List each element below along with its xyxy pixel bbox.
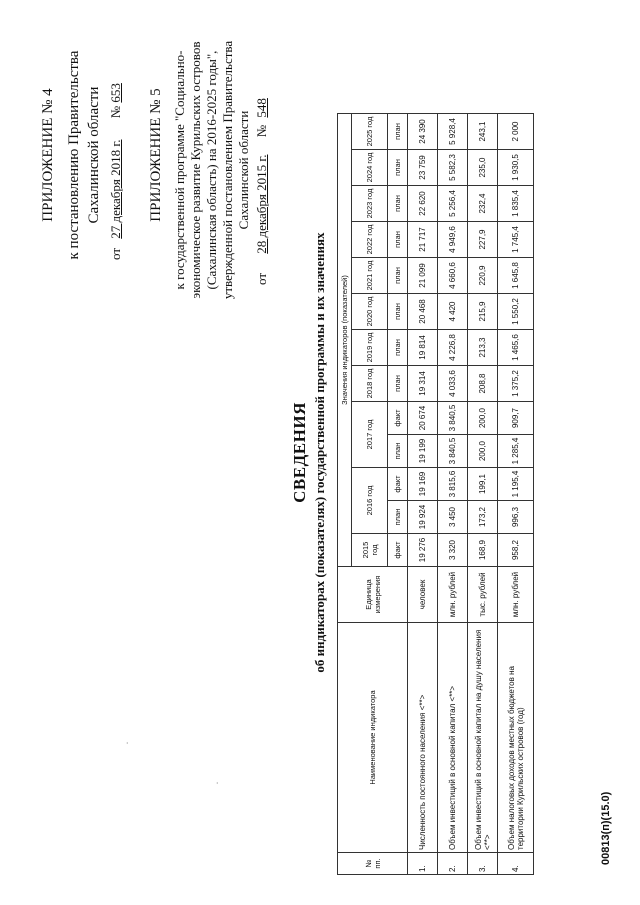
row-name: Численность постоянного населения <**> bbox=[408, 623, 438, 853]
header-2019: 2019 год bbox=[352, 330, 388, 366]
row-value: 208,8 bbox=[468, 366, 498, 402]
document-subtitle: об индикаторах (показателях) государственной программы и их значениях bbox=[312, 232, 327, 673]
subheader-plan: план bbox=[388, 114, 408, 150]
table-row bbox=[498, 114, 534, 875]
appendix5-line1: к государственной программе "Социально- bbox=[172, 50, 187, 290]
row-name: Объем инвестиций в основной капитал <**> bbox=[438, 623, 468, 853]
row-value: 1 465,6 bbox=[498, 330, 534, 366]
row-value: 21 099 bbox=[408, 258, 438, 294]
row-value: 3 840,5 bbox=[438, 402, 468, 435]
row-value: 20 674 bbox=[408, 402, 438, 435]
row-unit: млн. рублей bbox=[438, 567, 468, 623]
row-value: 1 285,4 bbox=[498, 435, 534, 468]
header-values: Значения индикаторов (показателей) bbox=[338, 114, 352, 567]
appendix4-number: 653 bbox=[108, 83, 123, 103]
scan-mark: · bbox=[120, 741, 134, 745]
appendix5-line5: Сахалинской области bbox=[236, 110, 251, 230]
row-value: 22 620 bbox=[408, 186, 438, 222]
row-value: 200,0 bbox=[468, 402, 498, 435]
footer-code: 00813(п)(15.0) bbox=[600, 791, 612, 865]
row-num: 1. bbox=[408, 853, 438, 875]
appendix5-line4: утвержденной постановлением Правительства bbox=[220, 40, 235, 300]
header-2018: 2018 год bbox=[352, 366, 388, 402]
appendix4-date: 27 декабря 2018 г. bbox=[108, 139, 123, 239]
row-value: 1 745,4 bbox=[498, 222, 534, 258]
row-num: 4. bbox=[498, 853, 534, 875]
subheader-plan: план bbox=[388, 150, 408, 186]
row-num: 3. bbox=[468, 853, 498, 875]
appendix4-date-line bbox=[108, 83, 124, 260]
header-2017: 2017 год bbox=[352, 402, 388, 468]
row-value: 4 949,6 bbox=[438, 222, 468, 258]
row-value: 23 759 bbox=[408, 150, 438, 186]
row-value: 4 660,6 bbox=[438, 258, 468, 294]
row-unit: тыс. рублей bbox=[468, 567, 498, 623]
appendix5-number: 548 bbox=[254, 98, 269, 118]
header-2025: 2025 год bbox=[352, 114, 388, 150]
appendix4-line1: к постановлению Правительства bbox=[66, 50, 82, 260]
table-row bbox=[438, 114, 468, 875]
appendix5-from: от bbox=[254, 272, 269, 285]
row-value: 19 314 bbox=[408, 366, 438, 402]
row-value: 1 195,4 bbox=[498, 468, 534, 501]
subheader-fact: факт bbox=[388, 402, 408, 435]
row-value: 5 928,4 bbox=[438, 114, 468, 150]
subheader-fact: факт bbox=[388, 468, 408, 501]
subheader-plan: план bbox=[388, 366, 408, 402]
row-value: 3 450 bbox=[438, 501, 468, 534]
row-value: 213,3 bbox=[468, 330, 498, 366]
appendix5-line2: экономическое развитие Курильских островов bbox=[188, 41, 203, 299]
row-value: 958,2 bbox=[498, 534, 534, 567]
row-value: 19 276 bbox=[408, 534, 438, 567]
appendix5-title: ПРИЛОЖЕНИЕ № 5 bbox=[148, 88, 164, 222]
row-value: 5 256,4 bbox=[438, 186, 468, 222]
row-value: 2 000 bbox=[498, 114, 534, 150]
row-value: 168,9 bbox=[468, 534, 498, 567]
header-2022: 2022 год bbox=[352, 222, 388, 258]
row-unit: человек bbox=[408, 567, 438, 623]
row-value: 232,4 bbox=[468, 186, 498, 222]
header-num: № пп. bbox=[338, 853, 408, 875]
appendix5-no: № bbox=[254, 124, 269, 138]
row-value: 220,9 bbox=[468, 258, 498, 294]
row-value: 24 390 bbox=[408, 114, 438, 150]
row-value: 1 375,2 bbox=[498, 366, 534, 402]
row-name: Объем инвестиций в основной капитал на душу населения <**> bbox=[468, 623, 498, 853]
appendix4-title: ПРИЛОЖЕНИЕ № 4 bbox=[40, 88, 56, 222]
row-name: Объем налоговых доходов местных бюджетов на территории Курильских островов (год) bbox=[498, 623, 534, 853]
subheader-plan: план bbox=[388, 186, 408, 222]
subheader-plan: план bbox=[388, 294, 408, 330]
scan-mark: · bbox=[210, 781, 224, 785]
row-value: 19 199 bbox=[408, 435, 438, 468]
indicators-table bbox=[337, 113, 534, 875]
subheader-plan: план bbox=[388, 501, 408, 534]
header-unit: Единица измерения bbox=[338, 567, 408, 623]
table-row bbox=[408, 114, 438, 875]
header-2023: 2023 год bbox=[352, 186, 388, 222]
appendix5-date: 28 декабря 2015 г. bbox=[254, 154, 269, 254]
subheader-plan: план bbox=[388, 330, 408, 366]
appendix5-date-line bbox=[254, 98, 269, 285]
row-value: 3 320 bbox=[438, 534, 468, 567]
appendix4-no: № bbox=[108, 105, 123, 119]
subheader-fact: факт bbox=[388, 534, 408, 567]
row-num: 2. bbox=[438, 853, 468, 875]
row-value: 1 930,5 bbox=[498, 150, 534, 186]
row-value: 215,9 bbox=[468, 294, 498, 330]
header-2015: 2015 год bbox=[352, 534, 388, 567]
table-row bbox=[468, 114, 498, 875]
row-value: 4 033,6 bbox=[438, 366, 468, 402]
row-value: 200,0 bbox=[468, 435, 498, 468]
row-value: 4 226,8 bbox=[438, 330, 468, 366]
row-value: 5 582,3 bbox=[438, 150, 468, 186]
header-2016: 2016 год bbox=[352, 468, 388, 534]
row-unit: млн. рублей bbox=[498, 567, 534, 623]
row-value: 21 717 bbox=[408, 222, 438, 258]
header-2021: 2021 год bbox=[352, 258, 388, 294]
row-value: 19 169 bbox=[408, 468, 438, 501]
row-value: 3 840,5 bbox=[438, 435, 468, 468]
row-value: 909,7 bbox=[498, 402, 534, 435]
header-2020: 2020 год bbox=[352, 294, 388, 330]
row-value: 1 835,4 bbox=[498, 186, 534, 222]
row-value: 19 814 bbox=[408, 330, 438, 366]
row-value: 227,9 bbox=[468, 222, 498, 258]
row-value: 199,1 bbox=[468, 468, 498, 501]
appendix4-line2: Сахалинской области bbox=[86, 86, 102, 224]
header-2024: 2024 год bbox=[352, 150, 388, 186]
row-value: 243,1 bbox=[468, 114, 498, 150]
header-name: Наименование индикатора bbox=[338, 623, 408, 853]
row-value: 3 815,6 bbox=[438, 468, 468, 501]
row-value: 1 550,2 bbox=[498, 294, 534, 330]
row-value: 173,2 bbox=[468, 501, 498, 534]
appendix4-from: от bbox=[108, 247, 123, 260]
row-value: 996,3 bbox=[498, 501, 534, 534]
row-value: 19 924 bbox=[408, 501, 438, 534]
row-value: 1 645,8 bbox=[498, 258, 534, 294]
subheader-plan: план bbox=[388, 435, 408, 468]
subheader-plan: план bbox=[388, 258, 408, 294]
row-value: 235,0 bbox=[468, 150, 498, 186]
appendix5-line3: (Сахалинская область) на 2016-2025 годы", bbox=[204, 50, 219, 290]
row-value: 4 420 bbox=[438, 294, 468, 330]
document-title: СВЕДЕНИЯ bbox=[290, 402, 309, 503]
subheader-plan: план bbox=[388, 222, 408, 258]
row-value: 20 468 bbox=[408, 294, 438, 330]
